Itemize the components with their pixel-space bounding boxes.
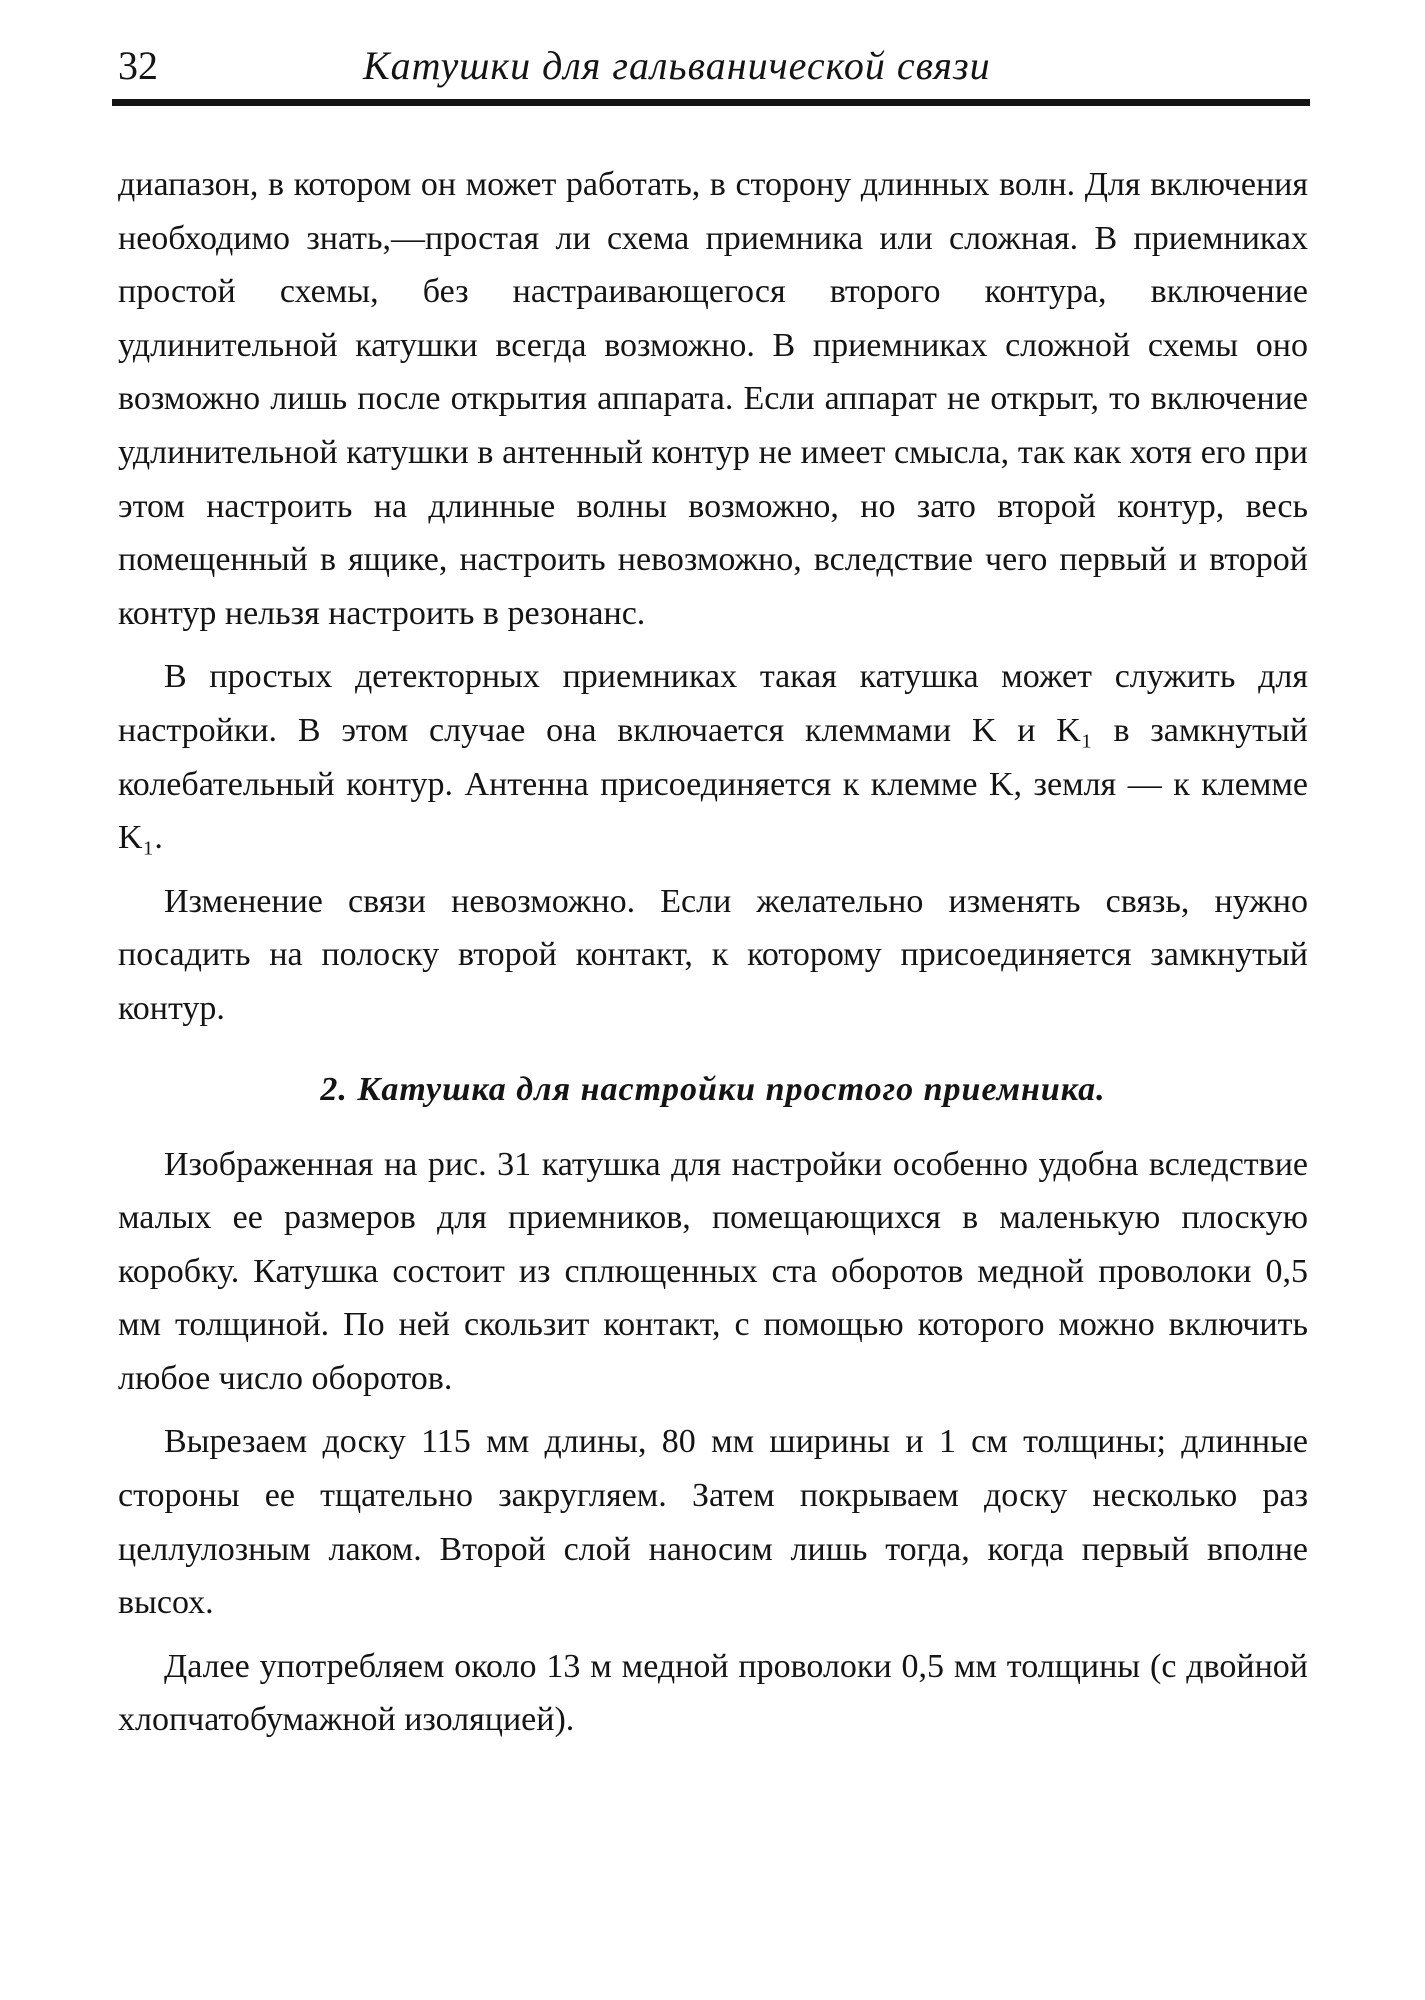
paragraph-coil-description: Изображенная на рис. 31 катушка для настройки особенно удобна вследствие малых ее размеров для приемников, помещающихся в маленькую плоскую коробку. Катушка состоит из сплющенных ста оборотов медной проволоки 0,5 мм толщиной. По ней скользит контакт, с помощью которого можно включить любое число оборотов. <box>118 1145 1308 1397</box>
paragraph-continuation: диапазон, в котором он может работать, в сторону длинных волн. Для включения необходимо знать,—простая ли схема приемника или сложная. В приемниках простой схемы, без настраивающегося второго контура, включение удлинительной катушки всегда возможно. В приемниках сложной схемы оно возможно лишь после открытия аппарата. Если аппарат не открыт, то включение удлинительной катушки в антенный контур не имеет смысла, так как хотя его при этом настроить на длинные волны возможно, но зато второй контур, весь помещенный в ящике, настроить невозможно, вследствие чего первый и второй контур нельзя настроить в резонанс. <box>118 166 1308 632</box>
page-body <box>118 158 1308 1757</box>
page-number: 32 <box>118 43 158 88</box>
section-heading: 2. Катушка для настройки простого приемника. <box>320 1070 1106 1108</box>
paragraph-board-preparation: Вырезаем доску 115 мм длины, 80 мм ширины и 1 см толщины; длинные стороны ее тщательно закругляем. Затем покрываем доску несколько раз целлулозным лаком. Второй слой наносим лишь тогда, когда первый вполне высох. <box>118 1423 1308 1622</box>
paragraph-wire: Далее употребляем около 13 м медной проволоки 0,5 мм толщины (с двойной хлопчатобумажной изоляцией). <box>118 1647 1308 1739</box>
paragraph-coupling-change: Изменение связи невозможно. Если желательно изменять связь, нужно посадить на полоску второй контакт, к которому присоединяется замкнутый контур. <box>118 882 1308 1027</box>
paragraph-detector-receivers: В простых детекторных приемниках такая катушка может служить для настройки. В этом случае она включается клеммами K и K₁ в замкнутый колебательный контур. Антенна присоединяется к клемме K, земля — к клемме K₁. <box>118 658 1308 857</box>
running-title: Катушки для гальванической связи <box>363 43 991 88</box>
header-rule <box>112 99 1310 106</box>
page-header <box>118 38 1308 98</box>
